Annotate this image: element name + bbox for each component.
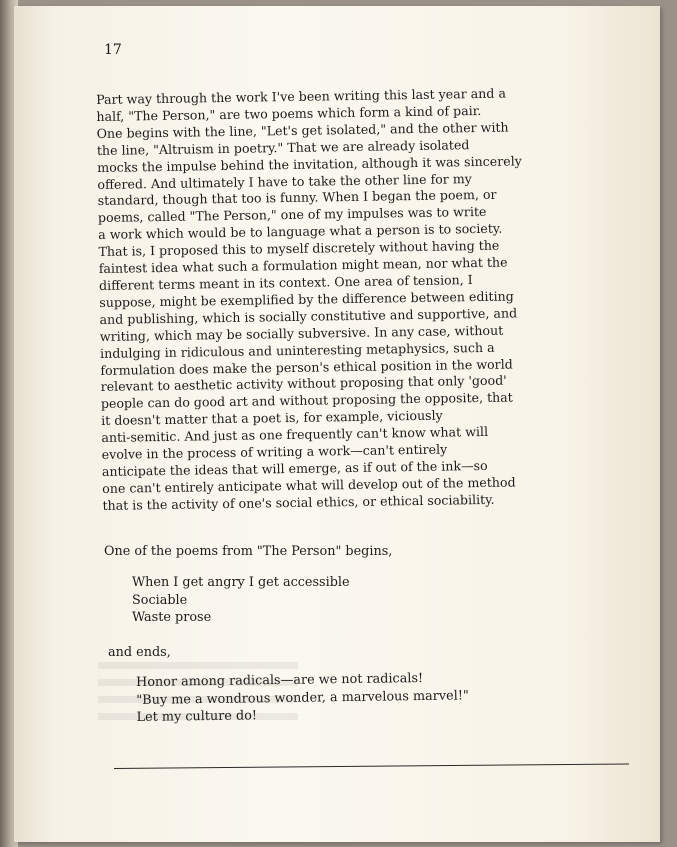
- poem-intro: One of the poems from "The Person" begins,: [104, 544, 393, 559]
- book-page: [14, 6, 660, 842]
- poem-line: Sociable: [132, 592, 188, 608]
- paragraph-line: standard, though that too is funny. When I began the poem, or: [97, 187, 497, 209]
- poem-line: Let my culture do!: [136, 708, 258, 725]
- and-ends-label: and ends,: [108, 645, 171, 660]
- paragraph-line: different terms meant in its context. One area of tension, I: [98, 272, 473, 293]
- poem-ends-block: [136, 669, 469, 726]
- paragraph-line: offered. And ultimately I have to take the other line for my: [97, 170, 472, 192]
- footnote-rule: [114, 764, 629, 769]
- paragraph-line: evolve in the process of writing a work—can't entirely: [101, 441, 448, 462]
- essay-paragraph: [96, 83, 648, 514]
- paragraph-line: writing, which may be socially subversive. In any case, without: [99, 322, 504, 344]
- paragraph-line: it doesn't matter that a poet is, for example, viciously: [101, 407, 443, 429]
- paragraph-line: relevant to aesthetic activity without proposing that only 'good': [100, 372, 507, 395]
- paragraph-line: That is, I proposed this to myself discretely without having the: [98, 237, 500, 260]
- poem-line: When I get angry I get accessible: [132, 575, 350, 590]
- paragraph-line: that is the activity of one's social ethics, or ethical sociability.: [102, 491, 495, 513]
- paragraph-line: Part way through the work I've been writing this last year and a: [96, 85, 507, 107]
- paragraph-line: anticipate the ideas that will emerge, as if out of the ink—so: [101, 457, 488, 479]
- poem-line: "Buy me a wondrous wonder, a marvelous marvel!": [136, 687, 469, 708]
- paragraph-line: suppose, might be exemplified by the difference between editing: [99, 288, 514, 310]
- paragraph-line: a work which would be to language what a person is to society.: [98, 220, 503, 243]
- paragraph-line: one can't entirely anticipate what will develop out of the method: [102, 474, 516, 496]
- page-number: 17: [104, 42, 122, 58]
- paragraph-line: faintest idea what such a formulation might mean, nor what the: [98, 254, 508, 277]
- paragraph-line: indulging in ridiculous and uninteresting metaphysics, such a: [99, 339, 495, 361]
- paragraph-line: the line, "Altruism in poetry." That we are already isolated: [96, 136, 470, 158]
- paragraph-line: and publishing, which is socially constitutive and supportive, and: [99, 305, 518, 327]
- paragraph-line: people can do good art and without proposing the opposite, that: [100, 389, 513, 412]
- poem-line: Waste prose: [132, 610, 212, 625]
- paragraph-line: half, "The Person," are two poems which form a kind of pair.: [96, 102, 482, 124]
- poem-line: Honor among radicals—are we not radicals!: [136, 670, 424, 690]
- paragraph-line: poems, called "The Person," one of my impulses was to write: [97, 204, 487, 226]
- poem-begins-block: [132, 574, 350, 627]
- paragraph-line: One begins with the line, "Let's get isolated," and the other with: [96, 119, 509, 141]
- paragraph-line: anti-semitic. And just as one frequently can't know what will: [101, 424, 489, 446]
- paragraph-line: formulation does make the person's ethical position in the world: [100, 355, 513, 378]
- paragraph-line: mocks the impulse behind the invitation, although it was sincerely: [97, 152, 522, 175]
